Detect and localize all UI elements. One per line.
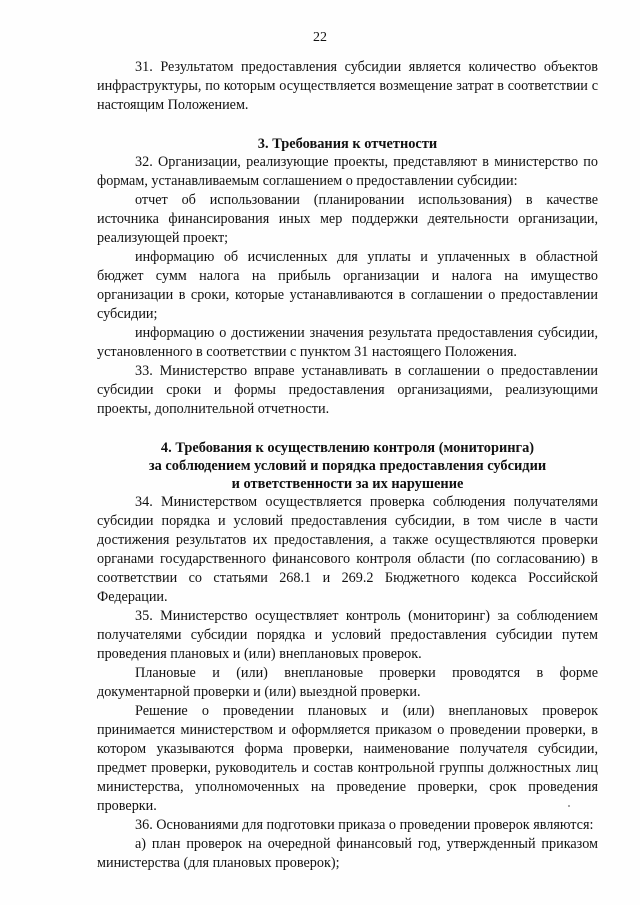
paragraph-34: 34. Министерством осуществляется проверка соблюдения получателями субсидии порядка и условий предоставления субсидии, в том числе в части достижения результатов их предоставления, а также осуществляются проверки органами государственного финансового контроля области (по согласованию) в соответствии со статьями 268.1 и 269.2 Бюджетного кодекса Российской Федерации. [97,494,598,605]
paragraph-31: 31. Результатом предоставления субсидии является количество объектов инфраструктуры, по которым осуществляется возмещение затрат в соответствии с настоящим Положением. [97,59,598,113]
document-body [97,58,598,873]
section-4-heading [97,439,598,493]
section-4-heading-line-3: и ответственности за их нарушение [231,476,464,492]
paragraph-35-inspection-forms: Плановые и (или) внеплановые проверки проводятся в форме документарной проверки и (или) выездной проверки. [97,665,598,700]
paragraph-32-item-1: отчет об использовании (планировании использования) в качестве источника финансирования иных мер поддержки деятельности организации, реализующей проект; [97,192,598,246]
section-gap [97,115,598,135]
paragraph-35-inspection-decision: Решение о проведении плановых и (или) внеплановых проверок принимается министерством и оформляется приказом о проведении проверки, в котором указываются форма проверки, наименование получателя субсидии, предмет проверки, руководитель и состав контрольной группы должностных лиц министерства, уполномоченных на проведение проверки, срок проведения проверки. [97,703,598,814]
page-number: 22 [313,30,327,45]
paragraph-33: 33. Министерство вправе устанавливать в соглашении о предоставлении субсидии сроки и формы предоставления организациями, реализующими проекты, дополнительной отчетности. [97,363,598,417]
paragraph-32-item-3: информацию о достижении значения результата предоставления субсидии, установленного в соответствии с пунктом 31 настоящего Положения. [97,325,598,360]
section-gap [97,419,598,439]
section-4-heading-line-1: 4. Требования к осуществлению контроля (мониторинга) [160,440,535,456]
section-4-heading-line-2: за соблюдением условий и порядка предоставления субсидии [148,458,547,474]
paragraph-35: 35. Министерство осуществляет контроль (мониторинг) за соблюдением получателями субсидии порядка и условий предоставления субсидии путем проведения плановых и (или) внеплановых проверок. [97,608,598,662]
paragraph-32: 32. Организации, реализующие проекты, представляют в министерство по формам, устанавливаемым соглашением о предоставлении субсидии: [97,154,598,189]
paragraph-36: 36. Основаниями для подготовки приказа о проведении проверок являются: [135,817,594,833]
paragraph-32-item-2: информацию об исчисленных для уплаты и уплаченных в областной бюджет сумм налога на прибыль организации и налога на имущество организации в сроки, которые устанавливаются в соглашении о предоставлении субсидии; [97,249,598,322]
section-3-heading: 3. Требования к отчетности [257,136,438,152]
scan-speck [568,805,570,807]
paragraph-36-item-a: а) план проверок на очередной финансовый год, утвержденный приказом министерства (для плановых проверок); [97,836,598,871]
